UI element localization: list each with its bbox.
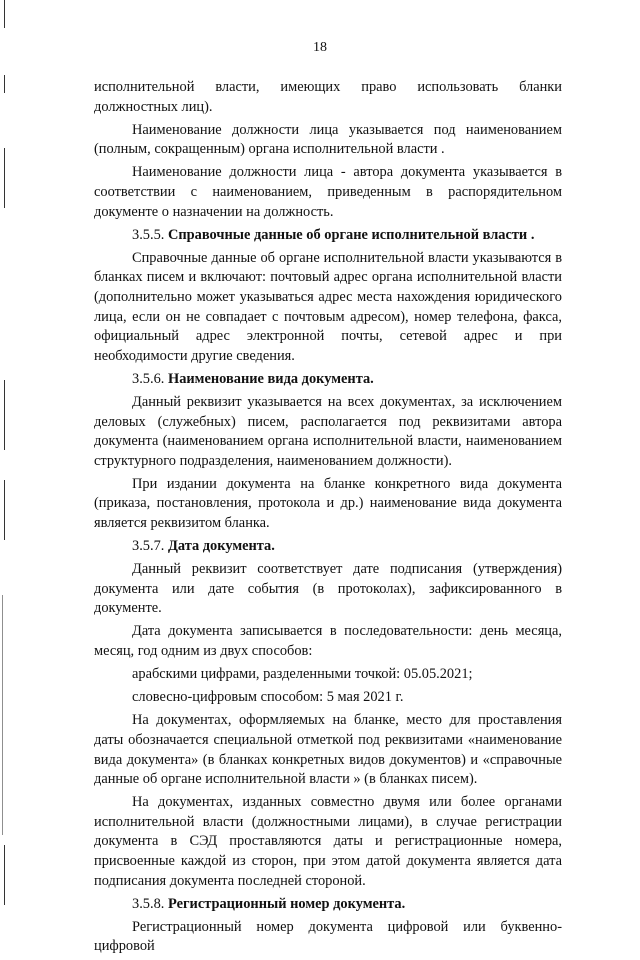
paragraph: На документах, изданных совместно двумя или более органами исполнительной власти (должностными лицами), в случае регистрации документа в СЭД проставляются даты и регистрационные номера, присвоенные каждой из сторон, при этом датой документа является дата подписания документа последней стороной. — [94, 794, 562, 889]
section-title: Справочные данные об органе исполнительной власти . — [168, 226, 535, 243]
paragraph: Данный реквизит указывается на всех документах, за исключением деловых (служебных) писем, располагается под реквизитами автора документа (наименованием органа исполнительной власти, наименованием структурного подразделения, наименованием должности). — [94, 393, 562, 469]
paragraph: При издании документа на бланке конкретного вида документа (приказа, постановления, протокола и др.) наименование вида документа является реквизитом бланка. — [94, 475, 562, 531]
scan-margin-mark — [4, 75, 5, 93]
paragraph: Данный реквизит соответствует дате подписания (утверждения) документа или дате события (в протоколах), зафиксированного в документе. — [94, 561, 562, 617]
paragraph: словесно-цифровым способом: 5 мая 2021 г. — [132, 689, 404, 706]
scan-margin-mark — [4, 148, 5, 208]
scan-margin-mark — [4, 0, 5, 28]
paragraph: Справочные данные об органе исполнительной власти указываются в бланках писем и включают: почтовый адрес органа исполнительной власти (дополнительно может указываться адрес места нахождения юридического лица, если он не совпадает с почтовым адресом), номер телефона, факса, официальный адрес электронной почты, сетевой адрес и при необходимости другие сведения. — [94, 249, 562, 364]
paragraph: Наименование должности лица - автора документа указывается в соответствии с наименованием, приведенным в распорядительном документе о назначении на должность. — [94, 164, 562, 220]
paragraph: Наименование должности лица указывается под наименованием (полным, сокращенным) органа исполнительной власти . — [94, 121, 562, 158]
section-number: 3.5.8. — [132, 895, 165, 912]
section-number: 3.5.5. — [132, 226, 165, 243]
paragraph: Дата документа записывается в последовательности: день месяца, месяц, год одним из двух способов: — [94, 623, 562, 660]
section-number: 3.5.7. — [132, 538, 165, 555]
section-heading — [94, 895, 562, 915]
section-title: Регистрационный номер документа. — [168, 895, 406, 912]
paragraph: исполнительной власти, имеющих право использовать бланки должностных лиц). — [94, 79, 562, 115]
scan-margin-mark — [4, 480, 5, 540]
page-number: 18 — [313, 40, 327, 55]
paragraph: арабскими цифрами, разделенными точкой: 05.05.2021; — [132, 666, 473, 683]
scan-margin-mark — [4, 380, 5, 450]
document-body — [94, 78, 562, 960]
section-heading — [94, 537, 562, 557]
section-heading — [94, 370, 562, 390]
paragraph: Регистрационный номер документа цифровой или буквенно-цифровой — [94, 918, 562, 955]
paragraph: На документах, оформляемых на бланке, место для проставления даты обозначается специальной отметкой под реквизитами «наименование вида документа» (в бланках конкретных видов документов) и «справочные данные об органе исполнительной власти » (в бланках писем). — [94, 712, 562, 788]
scan-margin-mark — [4, 845, 5, 905]
section-number: 3.5.6. — [132, 370, 165, 387]
scan-margin-mark — [2, 595, 3, 835]
section-title: Наименование вида документа. — [168, 370, 374, 387]
section-title: Дата документа. — [168, 538, 275, 555]
section-heading — [94, 226, 562, 246]
